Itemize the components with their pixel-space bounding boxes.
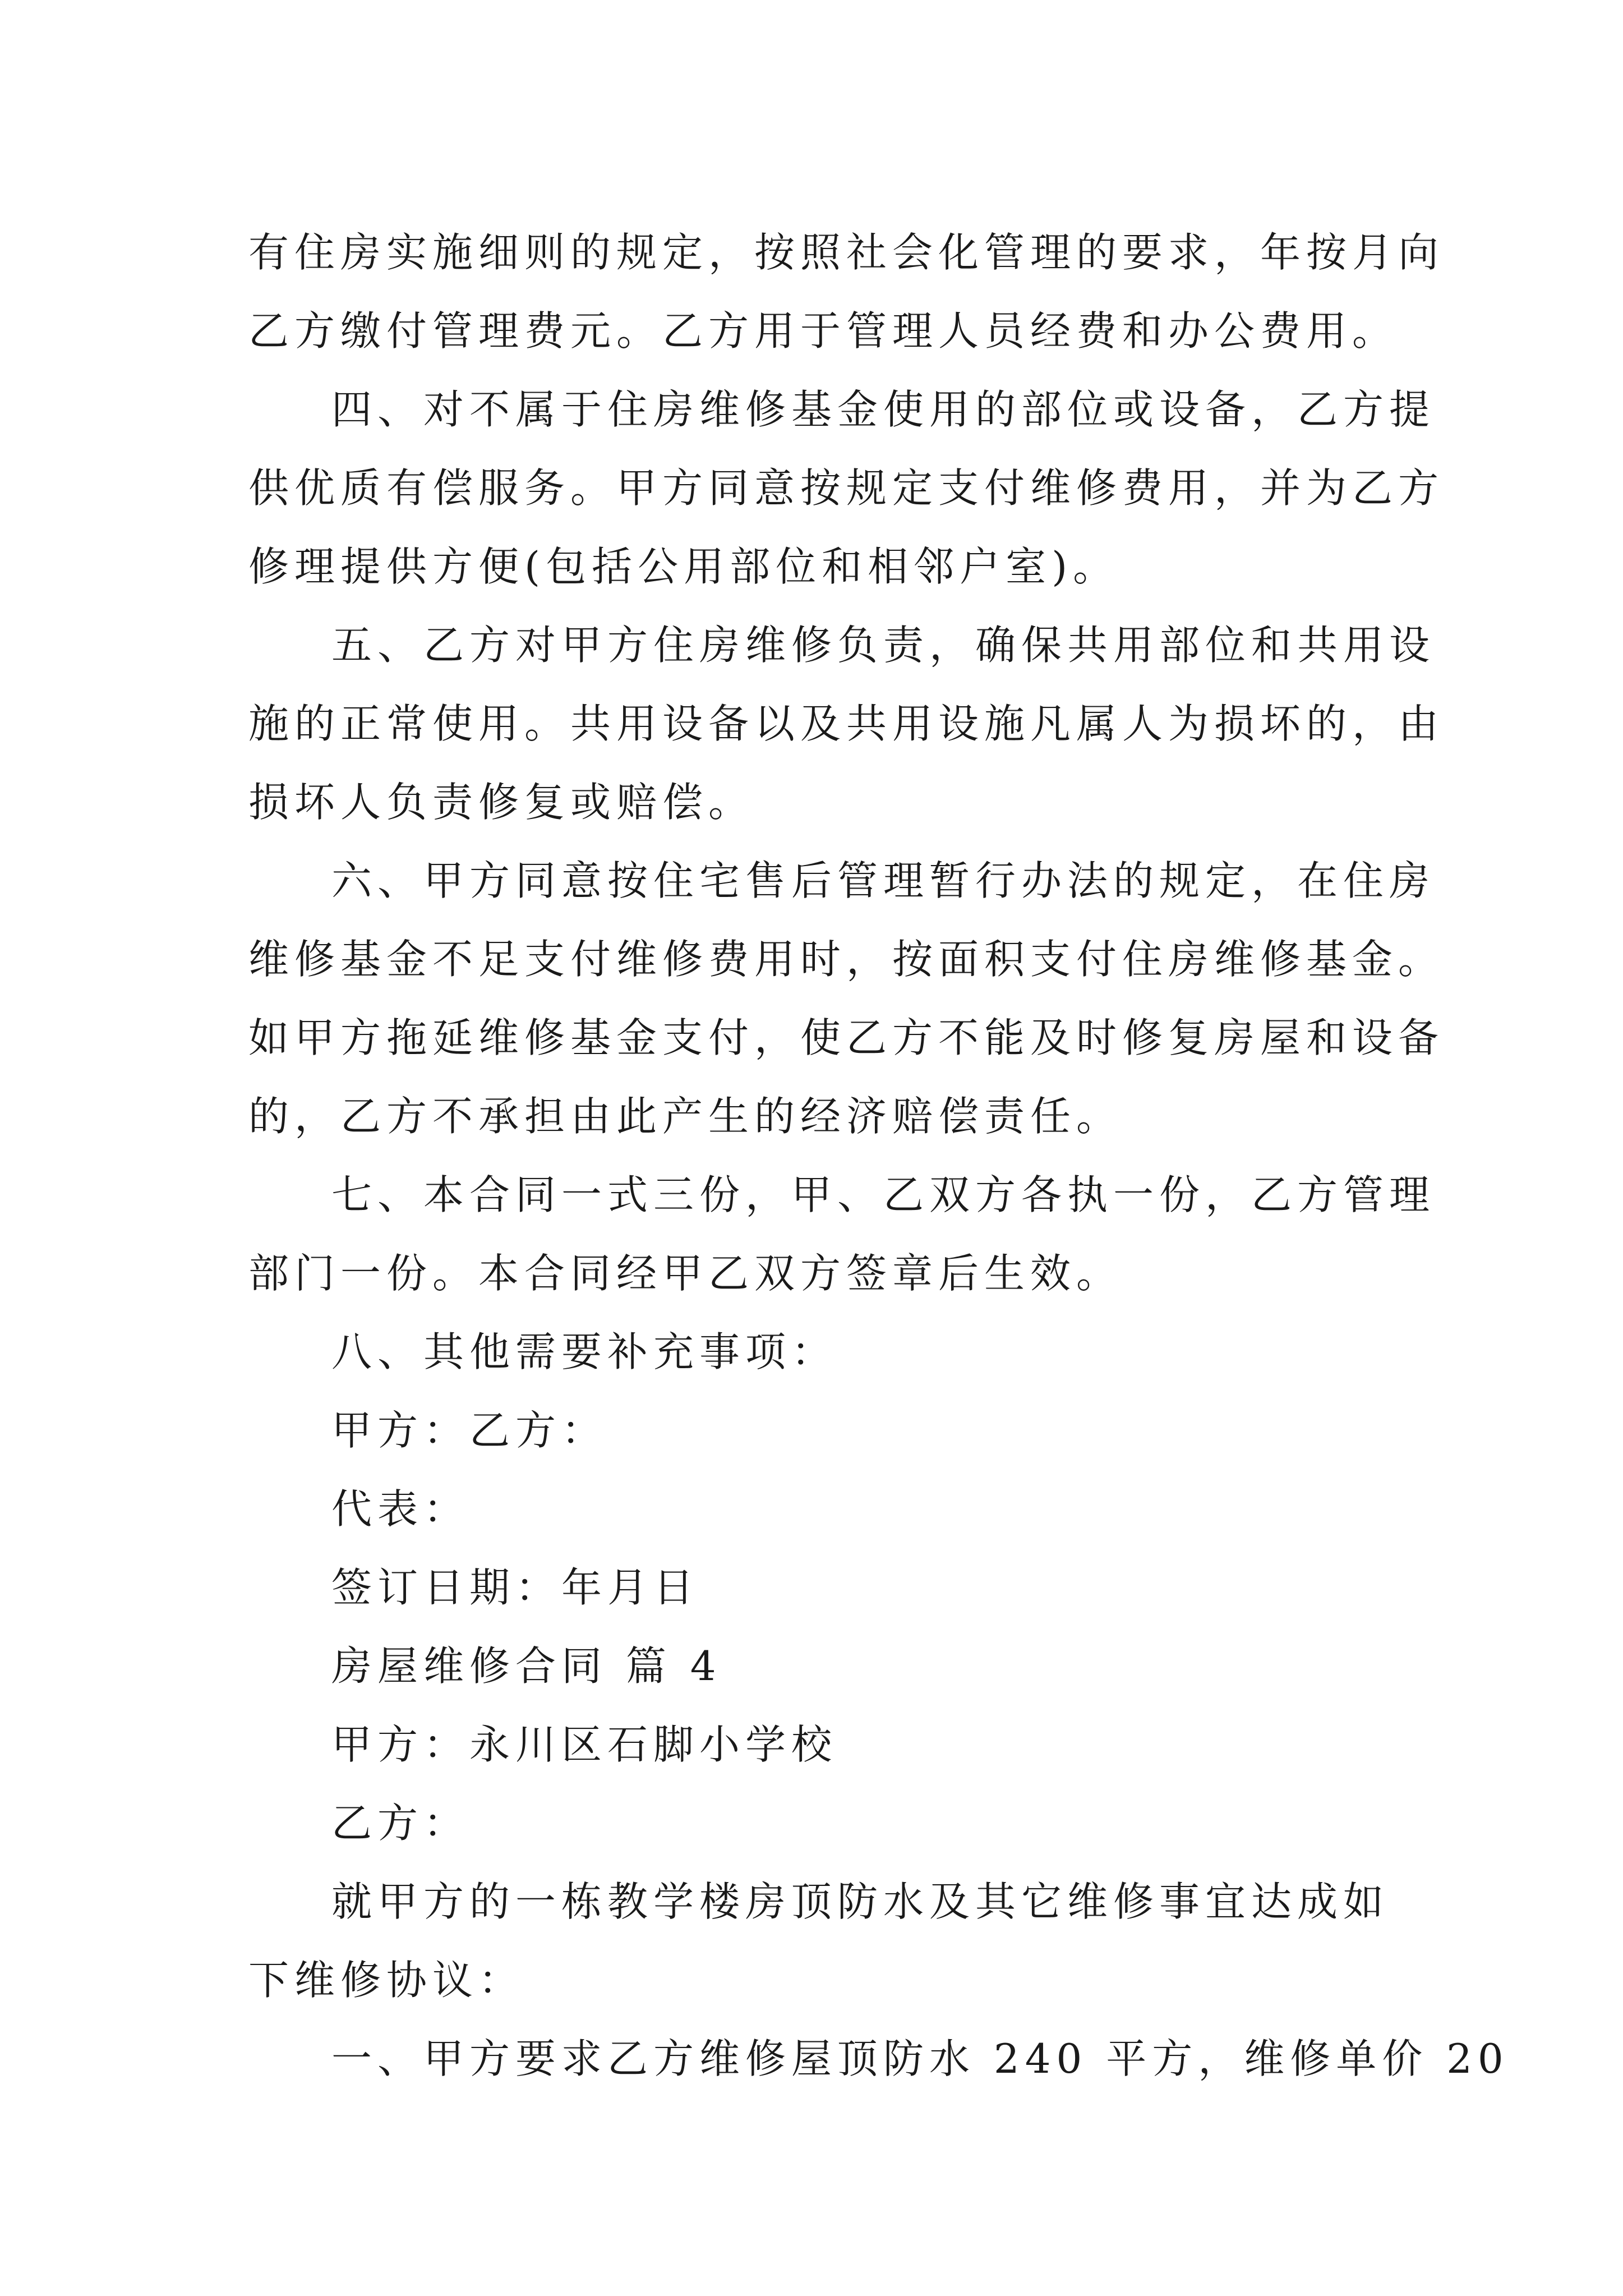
clause-five-heading-line: 五、乙方对甲方住房维修负责，确保共用部位和共用设: [331, 622, 1436, 669]
party-b-line: 乙方：: [331, 1800, 470, 1847]
clause-eight-line: 八、其他需要补充事项：: [331, 1328, 838, 1375]
signing-date-line: 签订日期：年月日: [331, 1564, 700, 1611]
text-line: 下维修协议：: [248, 1957, 525, 2004]
text-line: 施的正常使用。共用设备以及共用设施凡属人为损坏的，由: [248, 700, 1445, 747]
clause-four-heading-line: 四、对不属于住房维修基金使用的部位或设备，乙方提: [331, 386, 1436, 433]
text-line: 有住房实施细则的规定，按照社会化管理的要求，年按月向: [248, 229, 1445, 276]
clause-six-heading-line: 六、甲方同意按住宅售后管理暂行办法的规定，在住房: [331, 857, 1436, 904]
section-title: 房屋维修合同 篇 4: [331, 1642, 722, 1690]
parties-signature-line: 甲方：乙方：: [331, 1407, 608, 1454]
agreement-intro-line: 就甲方的一栋教学楼房顶防水及其它维修事宜达成如: [331, 1878, 1390, 1925]
text-line: 如甲方拖延维修基金支付，使乙方不能及时修复房屋和设备: [248, 1014, 1445, 1061]
text-line: 乙方缴付管理费元。乙方用于管理人员经费和办公费用。: [248, 307, 1399, 355]
text-line: 部门一份。本合同经甲乙双方签章后生效。: [248, 1250, 1123, 1297]
text-line: 供优质有偿服务。甲方同意按规定支付维修费用，并为乙方: [248, 464, 1445, 512]
clause-one-line: 一、甲方要求乙方维修屋顶防水 240 平方，维修单价 20: [331, 2035, 1509, 2082]
text-line: 维修基金不足支付维修费用时，按面积支付住房维修基金。: [248, 936, 1445, 983]
party-a-line: 甲方：永川区石脚小学校: [331, 1721, 838, 1768]
representative-line: 代表：: [331, 1485, 470, 1533]
text-line: 修理提供方便(包括公用部位和相邻户室)。: [248, 543, 1119, 590]
text-line: 的，乙方不承担由此产生的经济赔偿责任。: [248, 1093, 1123, 1140]
text-line: 损坏人负责修复或赔偿。: [248, 779, 755, 826]
clause-seven-heading-line: 七、本合同一式三份，甲、乙双方各执一份，乙方管理: [331, 1171, 1436, 1218]
document-body: [248, 213, 1509, 2098]
